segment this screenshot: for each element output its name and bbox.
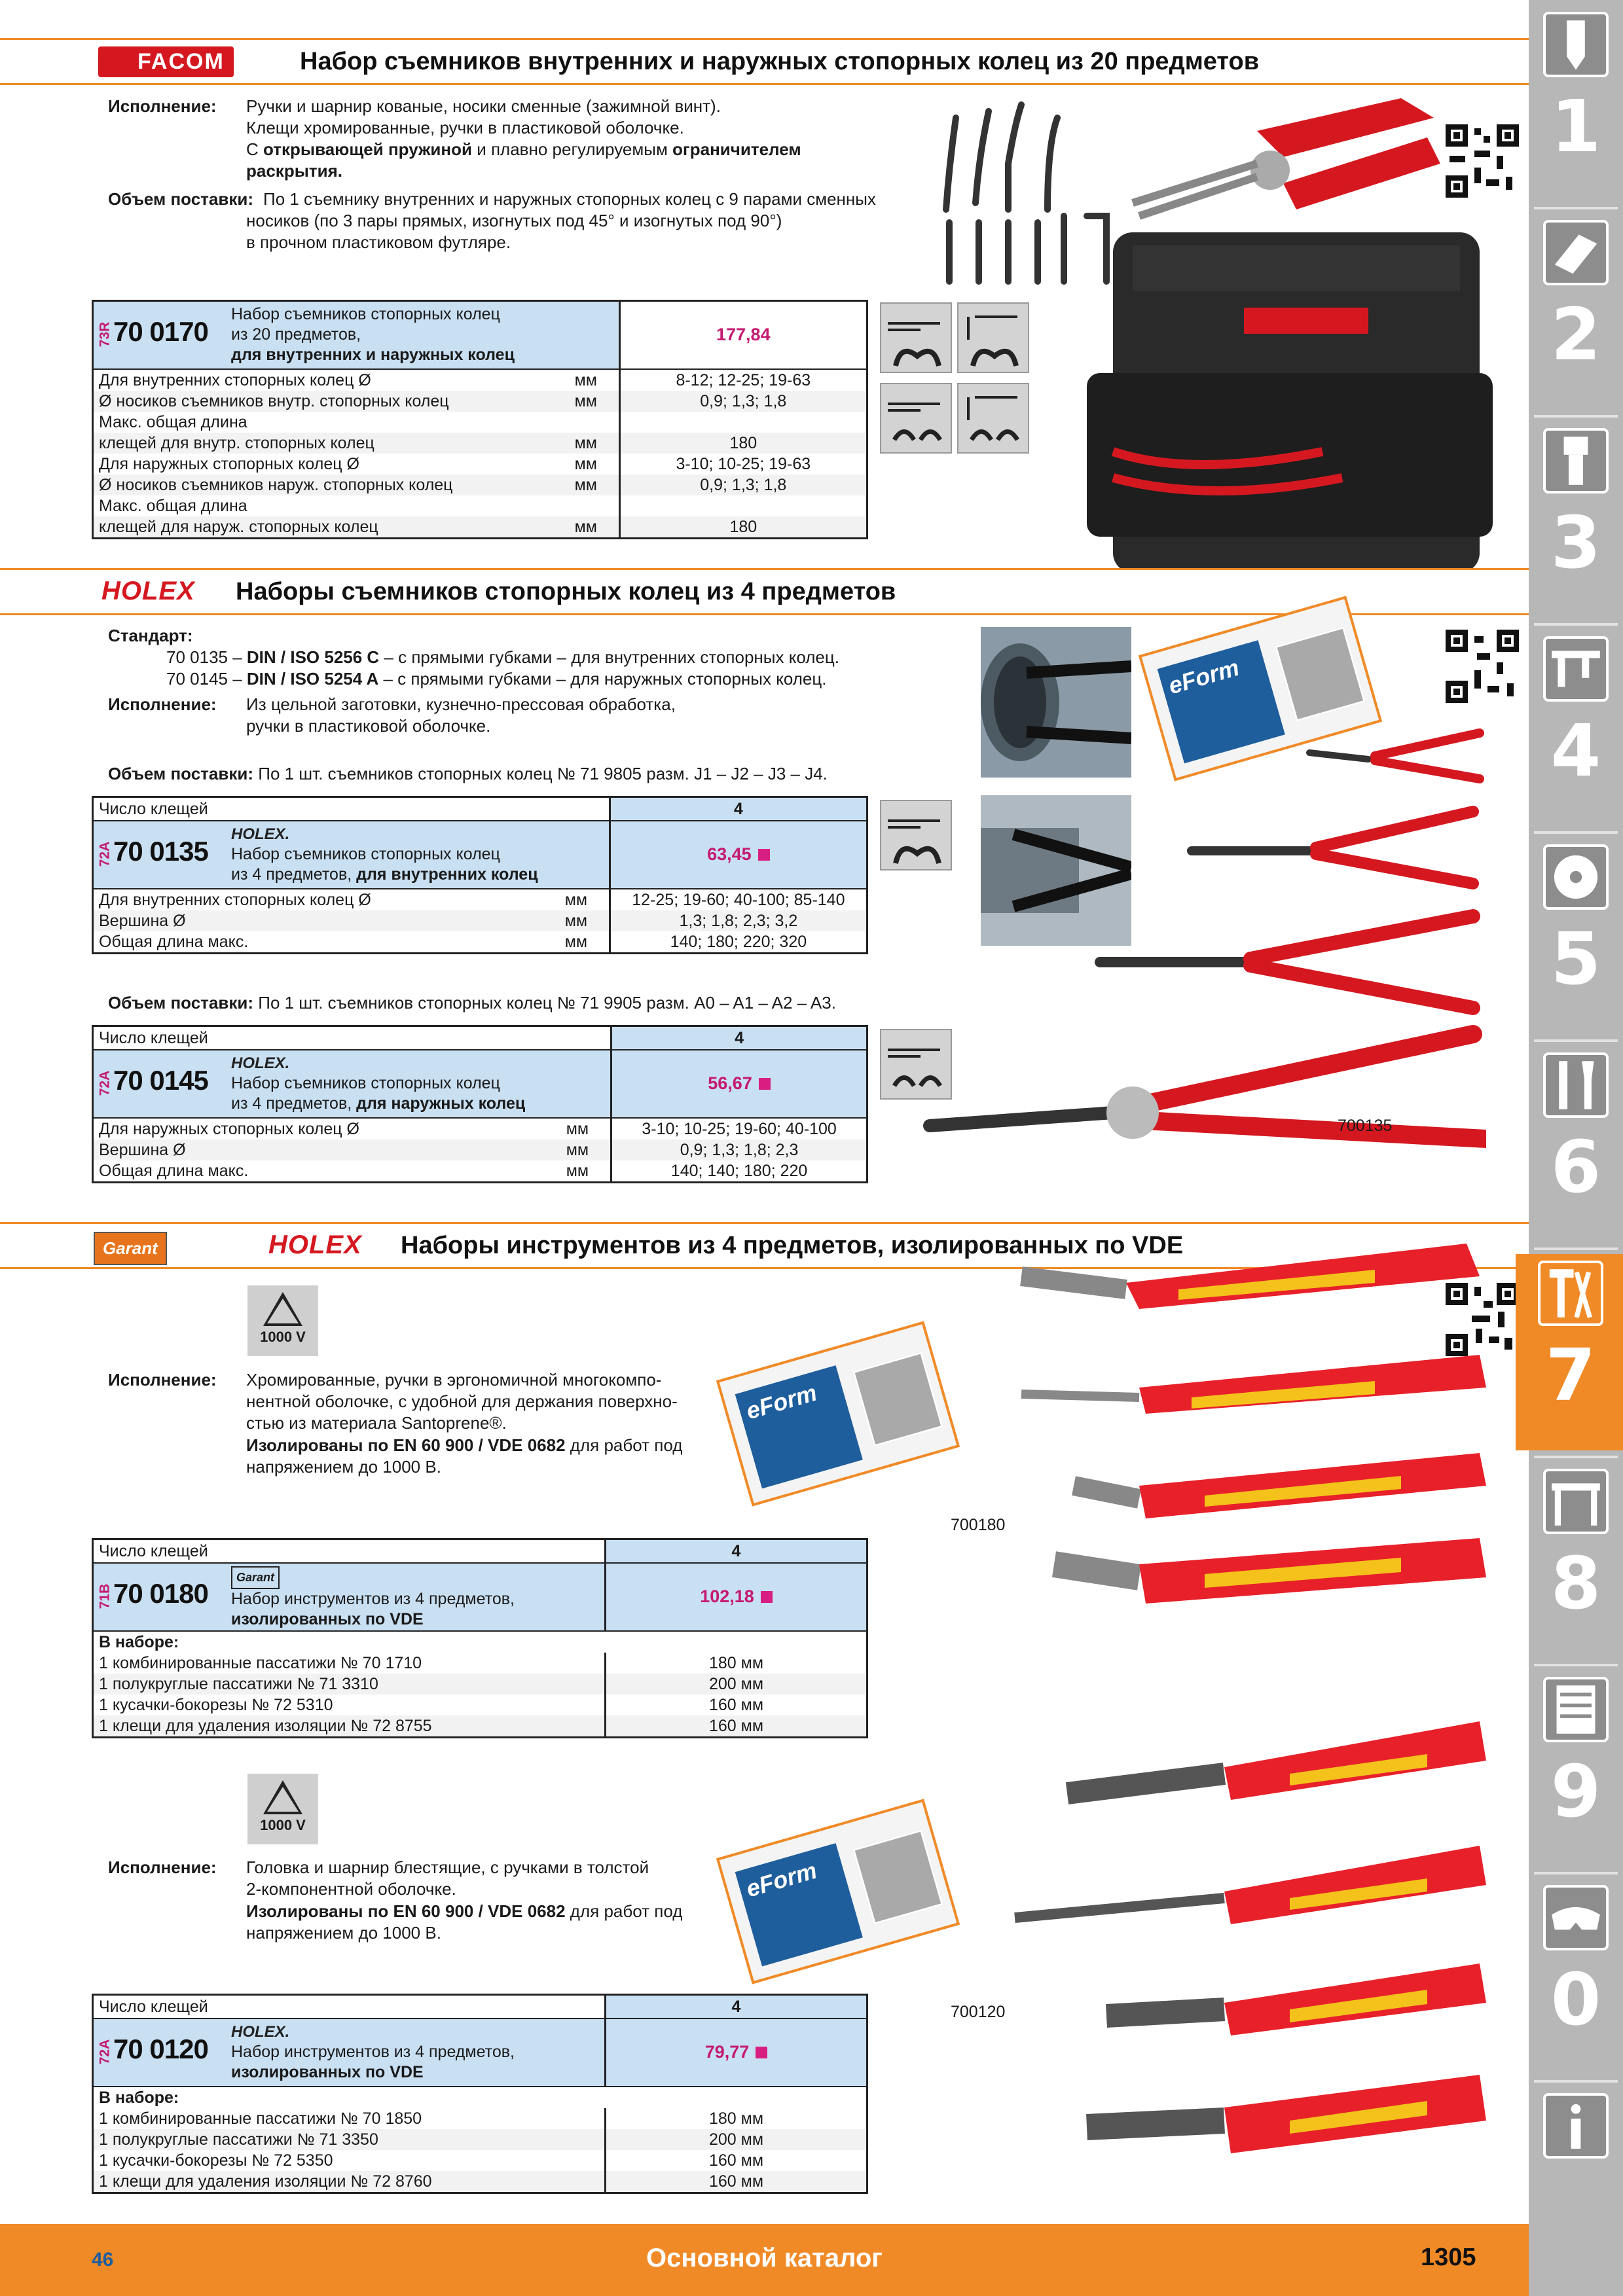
sidebar-tab-number: 1 bbox=[1550, 84, 1601, 168]
row-unit: мм bbox=[574, 454, 597, 473]
row-value: 180 bbox=[619, 433, 867, 454]
row-label: Общая длина макс. bbox=[99, 932, 249, 951]
row-unit: мм bbox=[566, 1119, 589, 1138]
set-label: В наборе: bbox=[99, 1632, 179, 1651]
product-table-700170 bbox=[92, 300, 868, 539]
table-row bbox=[93, 1160, 867, 1183]
row-value: 160 мм bbox=[606, 2171, 867, 2193]
eform-badge[interactable] bbox=[716, 1799, 960, 1984]
execution-label: Исполнение: bbox=[108, 1370, 217, 1390]
catalog-code: 71B bbox=[97, 1583, 113, 1609]
row-label: Для наружных стопорных колец Ø bbox=[99, 1119, 359, 1138]
row-value: 12-25; 19-60; 40-100; 85-140 bbox=[610, 889, 867, 910]
row-label: 1 клещи для удаления изоляции № 72 8755 bbox=[93, 1715, 606, 1738]
holex-mini-logo: HOLEX. bbox=[231, 825, 290, 843]
row-label: 1 кусачки-бокорезы № 72 5310 bbox=[99, 1695, 333, 1714]
row-unit: мм bbox=[570, 475, 620, 495]
row-label: 1 клещи для удаления изоляции № 72 8760 bbox=[93, 2171, 606, 2193]
sidebar-tab-0[interactable] bbox=[1534, 1878, 1618, 2075]
execution-line: ручки в пластиковой оболочке. bbox=[246, 716, 491, 736]
row-label: Для внутренних стопорных колец Ø bbox=[99, 370, 371, 389]
product-cell bbox=[93, 2018, 606, 2087]
product-table-700145 bbox=[92, 1025, 868, 1183]
row-value: 1,3; 1,8; 2,3; 3,2 bbox=[610, 910, 867, 931]
row-value bbox=[619, 412, 867, 433]
holex-logo: HOLEX bbox=[101, 577, 195, 605]
count-value: 4 bbox=[611, 1026, 867, 1050]
table-row bbox=[93, 475, 867, 495]
execution-line: Ручки и шарнир кованые, носики сменные (зажимной винт). bbox=[246, 96, 721, 116]
row-unit: мм bbox=[560, 910, 610, 931]
row-value: 8-12; 12-25; 19-63 bbox=[619, 369, 867, 391]
row-value: 0,9; 1,3; 1,8; 2,3 bbox=[611, 1139, 867, 1160]
vde-1000v-icon: 1000 V bbox=[247, 1774, 318, 1844]
table-row bbox=[93, 2129, 867, 2150]
execution-line: напряжением до 1000 В. bbox=[246, 1923, 441, 1943]
execution-line: Головка и шарнир блестящие, с ручками в толстой bbox=[246, 1857, 649, 1877]
garant-logo: Garant bbox=[94, 1232, 167, 1265]
table-row bbox=[93, 1118, 867, 1139]
sidebar-tab-6[interactable] bbox=[1534, 1046, 1618, 1242]
row-unit bbox=[570, 412, 620, 433]
table-row bbox=[93, 433, 867, 454]
execution-label: Исполнение: bbox=[108, 1857, 217, 1877]
sidebar-tab-number: 8 bbox=[1550, 1541, 1601, 1625]
scope-line: Объем поставки: По 1 шт. съемников стопорных колец № 71 9805 разм. J1 – J2 – J3 – J4. bbox=[108, 764, 828, 783]
count-value: 4 bbox=[610, 797, 867, 821]
eform-badge[interactable] bbox=[716, 1321, 960, 1506]
count-value: 4 bbox=[606, 1539, 867, 1563]
execution-line: раскрытия. bbox=[246, 161, 343, 181]
execution-line: Клещи хромированные, ручки в пластиковой оболочке. bbox=[246, 118, 684, 137]
row-value: 160 мм bbox=[606, 2150, 867, 2171]
row-value: 200 мм bbox=[606, 1674, 867, 1695]
price-cell bbox=[606, 2018, 867, 2087]
caliper-icon bbox=[1543, 636, 1609, 702]
row-value: 180 bbox=[619, 516, 867, 539]
row-label: клещей для наруж. стопорных колец bbox=[93, 516, 570, 539]
row-label: Для наружных стопорных колец Ø bbox=[99, 454, 359, 473]
availability-square-icon bbox=[761, 1591, 773, 1603]
execution-line: Изолированы по EN 60 900 / VDE 0682 для работ под bbox=[246, 1435, 683, 1455]
product-number[interactable]: 70 0135 bbox=[113, 835, 208, 867]
chapter-sidebar bbox=[1529, 0, 1623, 2296]
product-table-700135 bbox=[92, 796, 868, 954]
qr-code[interactable] bbox=[1446, 124, 1519, 198]
price: 177,84 bbox=[716, 325, 771, 345]
grinding-disc-icon bbox=[1543, 844, 1609, 910]
vde-1000v-icon: 1000 V bbox=[247, 1285, 318, 1356]
page-number-right: 1305 bbox=[1421, 2244, 1476, 2271]
price: 79,77 bbox=[704, 2042, 750, 2062]
sidebar-divider bbox=[1534, 831, 1618, 834]
drill-bit-icon bbox=[1543, 12, 1609, 77]
price-cell bbox=[619, 301, 867, 369]
scope-line: Объем поставки: По 1 шт. съемников стопорных колец № 71 9905 разм. A0 – A1 – A2 – A3. bbox=[108, 993, 836, 1013]
garant-mini-logo: Garant bbox=[231, 1566, 280, 1589]
sidebar-divider bbox=[1534, 1039, 1618, 1042]
section-header-holex bbox=[0, 568, 1529, 615]
row-label: 1 кусачки-бокорезы № 72 5350 bbox=[99, 2151, 333, 2170]
product-description: HOLEX. Набор съемников стопорных колец из 4 предметов, для внутренних колец bbox=[231, 825, 538, 884]
sidebar-divider bbox=[1534, 1872, 1618, 1874]
product-description: HOLEX. Набор инструментов из 4 предметов, изолированных по VDE bbox=[231, 2022, 515, 2081]
workbench-icon bbox=[1543, 1469, 1609, 1534]
sidebar-tab-number: 7 bbox=[1545, 1333, 1596, 1417]
table-row bbox=[93, 454, 867, 475]
catalog-code: 72A bbox=[97, 2039, 113, 2064]
row-value: 180 мм bbox=[606, 1653, 867, 1674]
qr-code[interactable] bbox=[1446, 630, 1519, 703]
sidebar-divider bbox=[1534, 207, 1618, 209]
cabinet-icon bbox=[1543, 1677, 1609, 1742]
holex-mini-logo: HOLEX. bbox=[231, 2022, 290, 2041]
sidebar-divider bbox=[1534, 1247, 1618, 1250]
row-unit: мм bbox=[564, 890, 588, 909]
execution-line: С открывающей пружиной и плавно регулируемым ограничителем bbox=[246, 139, 801, 159]
row-label: 1 комбинированные пассатижи № 70 1850 bbox=[99, 2109, 422, 2128]
row-label: Ø носиков съемников внутр. стопорных колец bbox=[93, 391, 570, 412]
execution-line: стью из материала Santoprene®. bbox=[246, 1413, 507, 1433]
holex-mini-logo: HOLEX. bbox=[231, 1054, 290, 1072]
count-label: Число клещей bbox=[93, 1026, 611, 1050]
product-number[interactable]: 70 0120 bbox=[113, 2033, 208, 2064]
image-label: 700180 bbox=[951, 1516, 1006, 1534]
circlip-pliers-set-photo bbox=[917, 85, 1506, 569]
sidebar-tab-1[interactable] bbox=[1534, 5, 1618, 202]
row-value bbox=[619, 495, 867, 516]
table-row bbox=[93, 369, 867, 391]
set-label: В наборе: bbox=[99, 2088, 179, 2107]
row-unit: мм bbox=[566, 1161, 589, 1180]
vde-pliers-set-700180-photo bbox=[1008, 1237, 1493, 1682]
row-value: 200 мм bbox=[606, 2129, 867, 2150]
price: 63,45 bbox=[707, 844, 752, 864]
image-label: 700135 bbox=[1338, 1117, 1393, 1135]
row-label: 1 полукруглые пассатижи № 71 3310 bbox=[93, 1674, 606, 1695]
row-value: 3-10; 10-25; 19-63 bbox=[619, 454, 867, 475]
row-label: Общая длина макс. bbox=[99, 1161, 249, 1180]
sidebar-tab-number: 9 bbox=[1550, 1749, 1601, 1833]
page-number-left: 46 bbox=[92, 2249, 114, 2270]
cabinet-icon bbox=[852, 1829, 943, 1925]
row-unit: мм bbox=[570, 516, 620, 539]
scope-line: По 1 съемнику внутренних и наружных стопорных колец с 9 парами сменных bbox=[263, 189, 876, 209]
price-cell bbox=[611, 1050, 867, 1118]
sidebar-tab-number: 4 bbox=[1550, 709, 1601, 793]
table-row bbox=[93, 495, 867, 516]
table-row bbox=[93, 2150, 867, 2171]
catalog-code: 72A bbox=[97, 841, 113, 867]
row-value: 0,9; 1,3; 1,8 bbox=[619, 475, 867, 495]
cabinet-icon bbox=[852, 1352, 943, 1447]
product-table-700120 bbox=[92, 1994, 868, 2194]
sidebar-tab-info[interactable] bbox=[1534, 2087, 1618, 2283]
table-row bbox=[93, 412, 867, 433]
safety-goggles-icon bbox=[1543, 1885, 1609, 1950]
execution-line: нентной оболочке, с удобной для держания поверхно- bbox=[246, 1391, 678, 1411]
section-header-facom bbox=[0, 38, 1529, 85]
table-row bbox=[93, 1695, 867, 1715]
eform-label: eForm bbox=[735, 1365, 863, 1488]
product-description: HOLEX. Набор съемников стопорных колец из 4 предметов, для наружных колец bbox=[231, 1054, 526, 1113]
row-unit: мм bbox=[561, 1139, 611, 1160]
row-label: Вершина Ø bbox=[93, 1139, 561, 1160]
sidebar-divider bbox=[1534, 1456, 1618, 1458]
sidebar-tab-4[interactable] bbox=[1534, 630, 1618, 826]
sidebar-divider bbox=[1534, 2080, 1618, 2083]
table-row bbox=[93, 1674, 867, 1695]
row-value: 140; 140; 180; 220 bbox=[611, 1160, 867, 1183]
standard-line: 70 0145 – DIN / ISO 5254 A – с прямыми губками – для наружных стопорных колец. bbox=[166, 669, 827, 689]
execution-line: 2-компонентной оболочке. bbox=[246, 1879, 456, 1899]
product-description: Набор съемников стопорных колец из 20 предметов, для внутренних и наружных колец bbox=[231, 305, 515, 364]
sidebar-tab-3[interactable] bbox=[1534, 422, 1618, 618]
row-label: 1 комбинированные пассатижи № 70 1710 bbox=[99, 1653, 422, 1672]
execution-label: Исполнение: bbox=[108, 694, 217, 714]
product-number[interactable]: 70 0145 bbox=[113, 1064, 208, 1096]
table-row bbox=[93, 2108, 867, 2129]
row-unit: мм bbox=[570, 391, 620, 412]
row-label: Вершина Ø bbox=[93, 910, 560, 931]
table-row bbox=[93, 2171, 867, 2193]
price-cell bbox=[610, 821, 867, 889]
scope-line: в прочном пластиковом футляре. bbox=[246, 232, 511, 252]
eform-label: eForm bbox=[735, 1843, 863, 1966]
product-description: Garant Набор инструментов из 4 предметов, изолированных по VDE bbox=[231, 1566, 515, 1630]
availability-square-icon bbox=[756, 2047, 767, 2058]
page-footer bbox=[0, 2224, 1529, 2296]
row-label: Макс. общая длина bbox=[99, 496, 247, 515]
table-row bbox=[93, 1653, 867, 1674]
cabinet-icon bbox=[1275, 626, 1366, 722]
footer-title: Основной каталог bbox=[646, 2244, 883, 2272]
row-label: Ø носиков съемников наруж. стопорных колец bbox=[93, 475, 570, 495]
execution-line: Изолированы по EN 60 900 / VDE 0682 для работ под bbox=[246, 1901, 683, 1921]
row-value: 3-10; 10-25; 19-60; 40-100 bbox=[611, 1118, 867, 1139]
count-label: Число клещей bbox=[93, 797, 610, 821]
table-row bbox=[93, 1139, 867, 1160]
cutting-insert-icon bbox=[1543, 220, 1609, 285]
count-value: 4 bbox=[606, 1995, 867, 2018]
scope-line: носиков (по 3 пары прямых, изогнутых под 45° и изогнутых под 90°) bbox=[246, 211, 782, 230]
row-value: 160 мм bbox=[606, 1695, 867, 1715]
product-cell bbox=[93, 1050, 611, 1118]
catalog-code: 73R bbox=[97, 321, 113, 348]
table-row bbox=[93, 931, 867, 954]
price: 102,18 bbox=[700, 1587, 754, 1606]
sidebar-divider bbox=[1534, 623, 1618, 626]
section-title: Наборы инструментов из 4 предметов, изолированных по VDE bbox=[401, 1232, 1184, 1259]
sidebar-tab-number: 0 bbox=[1550, 1958, 1601, 2041]
sidebar-tab-9[interactable] bbox=[1534, 1670, 1618, 1867]
standard-label: Стандарт: bbox=[108, 626, 193, 645]
holex-logo: HOLEX bbox=[268, 1230, 362, 1259]
screwdriver-wrench-icon bbox=[1543, 1052, 1609, 1118]
execution-line: Из цельной заготовки, кузнечно-прессовая обработка, bbox=[246, 694, 676, 714]
facom-logo: FACOM bbox=[98, 46, 234, 77]
product-cell bbox=[93, 301, 620, 369]
vde-pliers-set-700120-photo bbox=[1008, 1702, 1493, 2212]
sidebar-divider bbox=[1534, 1664, 1618, 1666]
execution-label: Исполнение: bbox=[108, 96, 217, 116]
sidebar-tab-number: 3 bbox=[1550, 501, 1601, 584]
execution-line: Хромированные, ручки в эргономичной многокомпо- bbox=[246, 1370, 662, 1390]
product-cell bbox=[93, 821, 610, 889]
sidebar-tab-number: 5 bbox=[1550, 917, 1601, 1001]
row-label: клещей для внутр. стопорных колец bbox=[93, 433, 570, 454]
sidebar-tab-number: 6 bbox=[1550, 1125, 1601, 1209]
count-label: Число клещей bbox=[93, 1995, 606, 2018]
row-label: Для внутренних стопорных колец Ø bbox=[99, 890, 371, 909]
info-icon bbox=[1543, 2093, 1609, 2159]
standard-line: 70 0135 – DIN / ISO 5256 C – с прямыми губками – для внутренних стопорных колец. bbox=[166, 647, 839, 667]
row-unit: мм bbox=[564, 932, 588, 951]
section-title: Наборы съемников стопорных колец из 4 предметов bbox=[236, 578, 896, 605]
section-title: Набор съемников внутренних и наружных стопорных колец из 20 предметов bbox=[300, 48, 1260, 75]
row-value: 180 мм bbox=[606, 2108, 867, 2129]
eform-label: eForm bbox=[1158, 640, 1285, 763]
table-row bbox=[93, 910, 867, 931]
image-label: 700120 bbox=[951, 2003, 1006, 2021]
availability-square-icon bbox=[758, 849, 770, 861]
pliers-hammer-icon bbox=[1538, 1261, 1603, 1326]
sidebar-tab-7[interactable] bbox=[1516, 1254, 1623, 1450]
sidebar-tab-5[interactable] bbox=[1534, 838, 1618, 1034]
product-table-700180 bbox=[92, 1538, 868, 1738]
tool-holder-icon bbox=[1543, 428, 1609, 493]
product-number[interactable]: 70 0180 bbox=[113, 1577, 208, 1609]
sidebar-tab-number: 2 bbox=[1550, 293, 1601, 376]
table-row bbox=[93, 516, 867, 539]
sidebar-tab-2[interactable] bbox=[1534, 213, 1618, 410]
product-cell bbox=[93, 1563, 606, 1631]
count-label: Число клещей bbox=[93, 1539, 606, 1563]
row-label: 1 полукруглые пассатижи № 71 3350 bbox=[93, 2129, 606, 2150]
table-row bbox=[93, 391, 867, 412]
row-unit: мм bbox=[574, 370, 597, 389]
table-row bbox=[93, 889, 867, 910]
scope-label: Объем поставки: bbox=[108, 189, 254, 209]
catalog-code: 72A bbox=[97, 1070, 113, 1096]
product-number[interactable]: 70 0170 bbox=[113, 316, 208, 347]
price: 56,67 bbox=[708, 1073, 752, 1093]
row-label: Макс. общая длина bbox=[99, 412, 247, 431]
row-value: 140; 180; 220; 320 bbox=[610, 931, 867, 954]
sidebar-tab-8[interactable] bbox=[1534, 1462, 1618, 1659]
row-unit bbox=[570, 495, 620, 516]
circlip-pliers-photo bbox=[917, 720, 1486, 1178]
execution-line: напряжением до 1000 В. bbox=[246, 1457, 441, 1477]
table-row bbox=[93, 1715, 867, 1738]
sidebar-divider bbox=[1534, 415, 1618, 418]
availability-square-icon bbox=[759, 1078, 771, 1090]
row-unit: мм bbox=[570, 433, 620, 454]
price-cell bbox=[606, 1563, 867, 1631]
row-value: 0,9; 1,3; 1,8 bbox=[619, 391, 867, 412]
row-value: 160 мм bbox=[606, 1715, 867, 1738]
